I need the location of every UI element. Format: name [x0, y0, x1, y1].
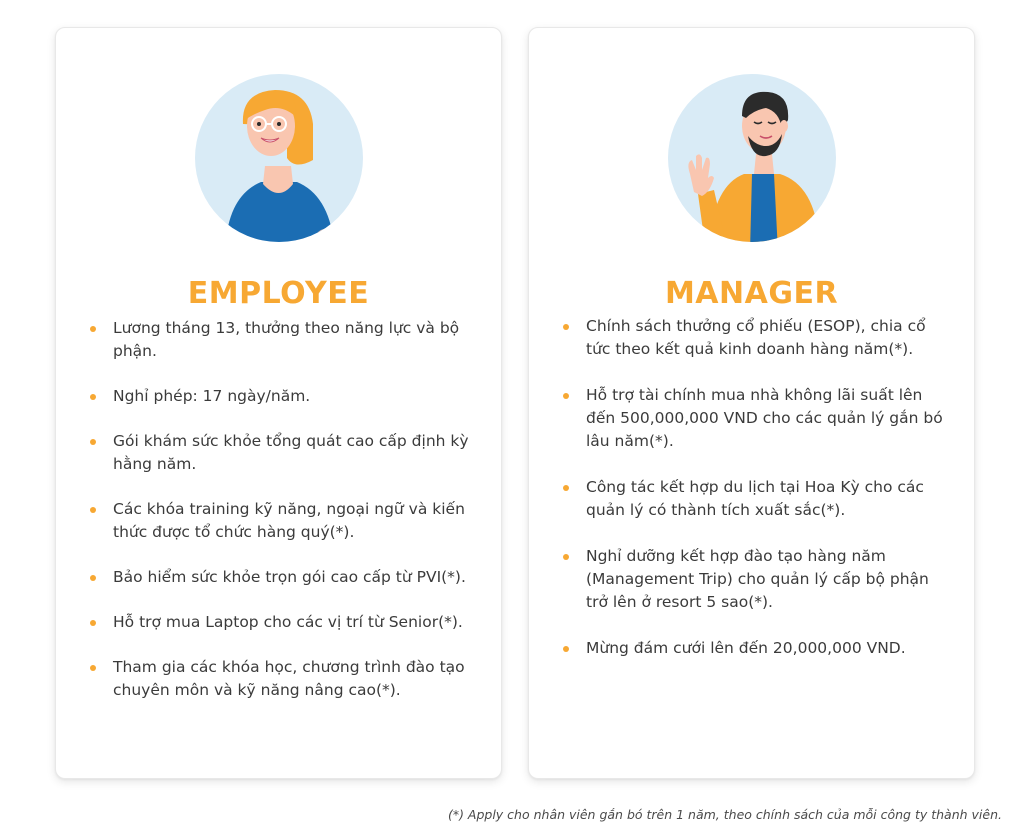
employee-title: EMPLOYEE — [187, 276, 370, 311]
benefit-text: Nghỉ dưỡng kết hợp đào tạo hàng năm (Management Trip) cho quản lý cấp bộ phận trở lên ở resort 5 sao(*). — [586, 547, 929, 611]
manager-card — [528, 27, 975, 779]
list-item — [86, 317, 479, 363]
list-item — [86, 611, 479, 634]
bullet-icon — [90, 620, 96, 626]
list-item — [86, 430, 479, 476]
benefit-text: Lương tháng 13, thưởng theo năng lực và bộ phận. — [113, 319, 460, 360]
benefit-text: Gói khám sức khỏe tổng quát cao cấp định kỳ hằng năm. — [113, 432, 469, 473]
bullet-icon — [563, 554, 569, 560]
bullet-icon — [90, 665, 96, 671]
bullet-icon — [90, 575, 96, 581]
bullet-icon — [563, 324, 569, 330]
benefit-text: Bảo hiểm sức khỏe trọn gói cao cấp từ PVI(*). — [113, 568, 466, 586]
bullet-icon — [90, 394, 96, 400]
bullet-icon — [90, 439, 96, 445]
benefit-text: Nghỉ phép: 17 ngày/năm. — [113, 387, 311, 405]
benefit-text: Công tác kết hợp du lịch tại Hoa Kỳ cho các quản lý có thành tích xuất sắc(*). — [586, 478, 924, 519]
benefit-text: Các khóa training kỹ năng, ngoại ngữ và kiến thức được tổ chức hàng quý(*). — [113, 500, 465, 541]
list-item — [559, 545, 952, 614]
benefit-text: Hỗ trợ mua Laptop cho các vị trí từ Senior(*). — [113, 613, 463, 631]
list-item — [559, 384, 952, 453]
list-item — [86, 385, 479, 408]
bullet-icon — [90, 507, 96, 513]
list-item — [559, 315, 952, 361]
list-item — [559, 476, 952, 522]
bullet-icon — [90, 326, 96, 332]
list-item — [86, 656, 479, 702]
employee-avatar-icon — [195, 74, 363, 242]
bullet-icon — [563, 393, 569, 399]
benefit-text: Mừng đám cưới lên đến 20,000,000 VND. — [586, 639, 906, 657]
benefit-text: Tham gia các khóa học, chương trình đào tạo chuyên môn và kỹ năng nâng cao(*). — [113, 658, 465, 699]
employee-benefit-list — [86, 317, 479, 724]
bullet-icon — [563, 485, 569, 491]
list-item — [86, 566, 479, 589]
bullet-icon — [563, 646, 569, 652]
manager-avatar-icon — [668, 74, 836, 242]
list-item — [559, 637, 952, 660]
footnote: (*) Apply cho nhân viên gắn bó trên 1 năm, theo chính sách của mỗi công ty thành viên. — [447, 806, 1002, 822]
manager-title: MANAGER — [664, 276, 839, 311]
benefit-text: Hỗ trợ tài chính mua nhà không lãi suất lên đến 500,000,000 VND cho các quản lý gắn bó lâu năm(*). — [586, 386, 943, 450]
manager-benefit-list — [559, 315, 952, 683]
employee-card — [55, 27, 502, 779]
list-item — [86, 498, 479, 544]
benefit-text: Chính sách thưởng cổ phiếu (ESOP), chia cổ tức theo kết quả kinh doanh hàng năm(*). — [586, 317, 926, 358]
